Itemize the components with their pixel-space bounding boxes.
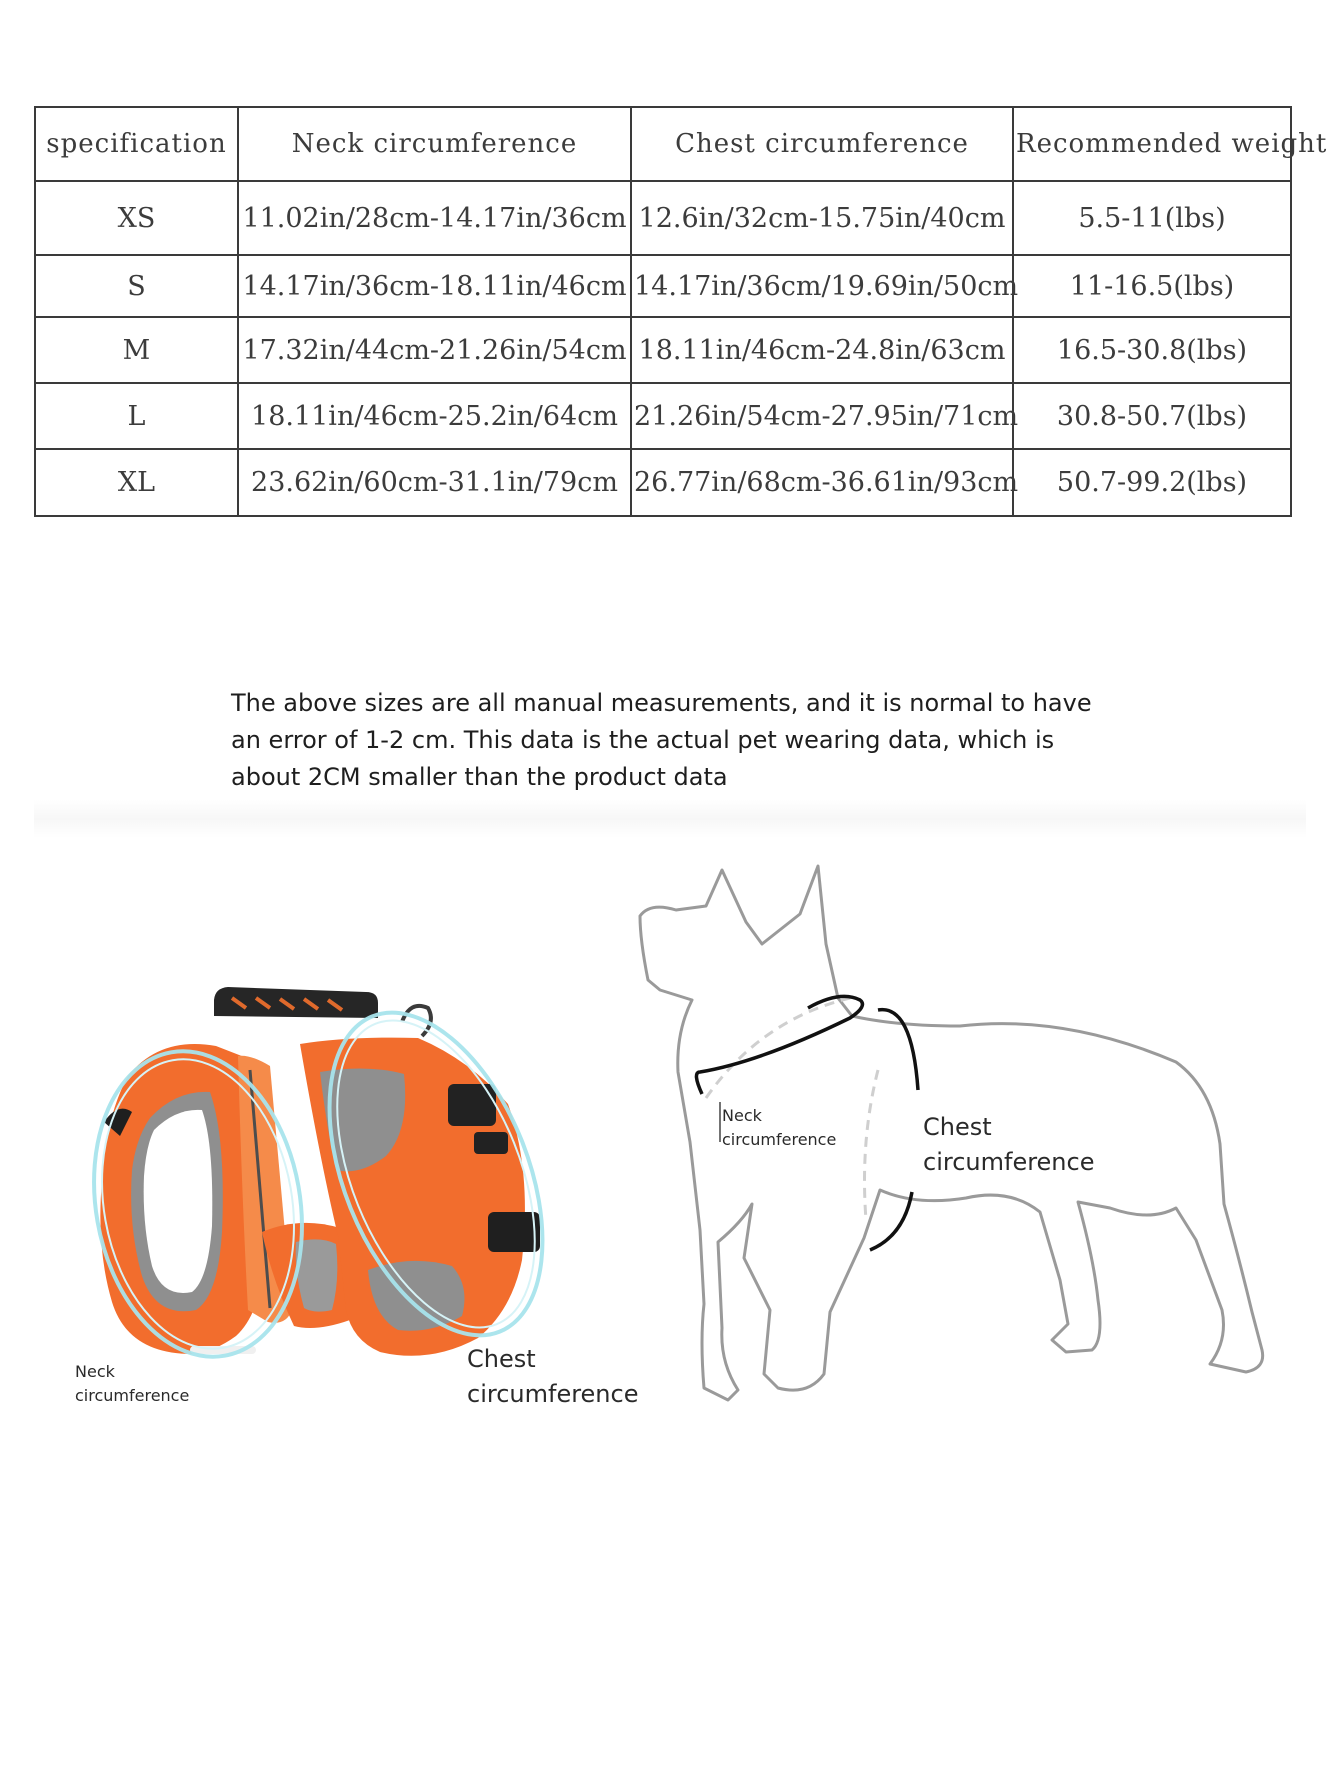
dog-chest-label-line2: circumference (923, 1148, 1095, 1176)
cell-chest: 12.6in/32cm-15.75in/40cm (631, 181, 1013, 255)
cell-chest: 21.26in/54cm-27.95in/71cm (631, 383, 1013, 449)
cell-weight: 11-16.5(lbs) (1013, 255, 1291, 317)
dog-neck-label (722, 1104, 836, 1152)
cell-neck: 11.02in/28cm-14.17in/36cm (238, 181, 631, 255)
harness-chest-label-line1: Chest (467, 1345, 536, 1373)
dog-neck-label-line1: Neck (722, 1106, 762, 1125)
table-row (35, 449, 1291, 516)
illustration-canvas (0, 840, 1340, 1480)
cell-neck: 18.11in/46cm-25.2in/64cm (238, 383, 631, 449)
table-header-row (35, 107, 1291, 181)
cell-size: L (35, 383, 238, 449)
buckle-icon (448, 1084, 496, 1126)
cell-chest: 14.17in/36cm/19.69in/50cm (631, 255, 1013, 317)
harness-chest-label (467, 1342, 638, 1412)
cell-neck: 17.32in/44cm-21.26in/54cm (238, 317, 631, 383)
header-recommended-weight: Recommended weight (1013, 107, 1291, 181)
strap-adjuster-icon (488, 1212, 540, 1252)
table-row (35, 383, 1291, 449)
cell-size: XS (35, 181, 238, 255)
table-row (35, 181, 1291, 255)
cell-neck: 14.17in/36cm-18.11in/46cm (238, 255, 631, 317)
measurement-illustration (0, 840, 1340, 1480)
dog-neck-label-line2: circumference (722, 1130, 837, 1149)
harness-neck-label-line1: Neck (75, 1362, 115, 1381)
harness-neck-label-line2: circumference (75, 1386, 190, 1405)
harness-chest-label-line2: circumference (467, 1380, 639, 1408)
harness-neck-label (75, 1360, 189, 1408)
cell-weight: 30.8-50.7(lbs) (1013, 383, 1291, 449)
table-row (35, 255, 1291, 317)
cell-chest: 18.11in/46cm-24.8in/63cm (631, 317, 1013, 383)
cell-chest: 26.77in/68cm-36.61in/93cm (631, 449, 1013, 516)
cell-weight: 50.7-99.2(lbs) (1013, 449, 1291, 516)
dog-chest-label-line1: Chest (923, 1113, 992, 1141)
dog-chest-label (923, 1110, 1094, 1180)
cell-weight: 5.5-11(lbs) (1013, 181, 1291, 255)
cell-size: S (35, 255, 238, 317)
cell-neck: 23.62in/60cm-31.1in/79cm (238, 449, 631, 516)
cell-size: XL (35, 449, 238, 516)
cell-size: M (35, 317, 238, 383)
table-row (35, 317, 1291, 383)
section-divider (34, 800, 1306, 838)
header-chest-circumference: Chest circumference (631, 107, 1013, 181)
harness-image (71, 982, 585, 1373)
header-specification: specification (35, 107, 238, 181)
size-chart-table (34, 106, 1328, 517)
header-neck-circumference: Neck circumference (238, 107, 631, 181)
cell-weight: 16.5-30.8(lbs) (1013, 317, 1291, 383)
measurement-note: The above sizes are all manual measurements, and it is normal to have an error of 1-2 cm. This data is the actual pet wearing data, which is about 2CM smaller than the product data (231, 689, 1092, 791)
